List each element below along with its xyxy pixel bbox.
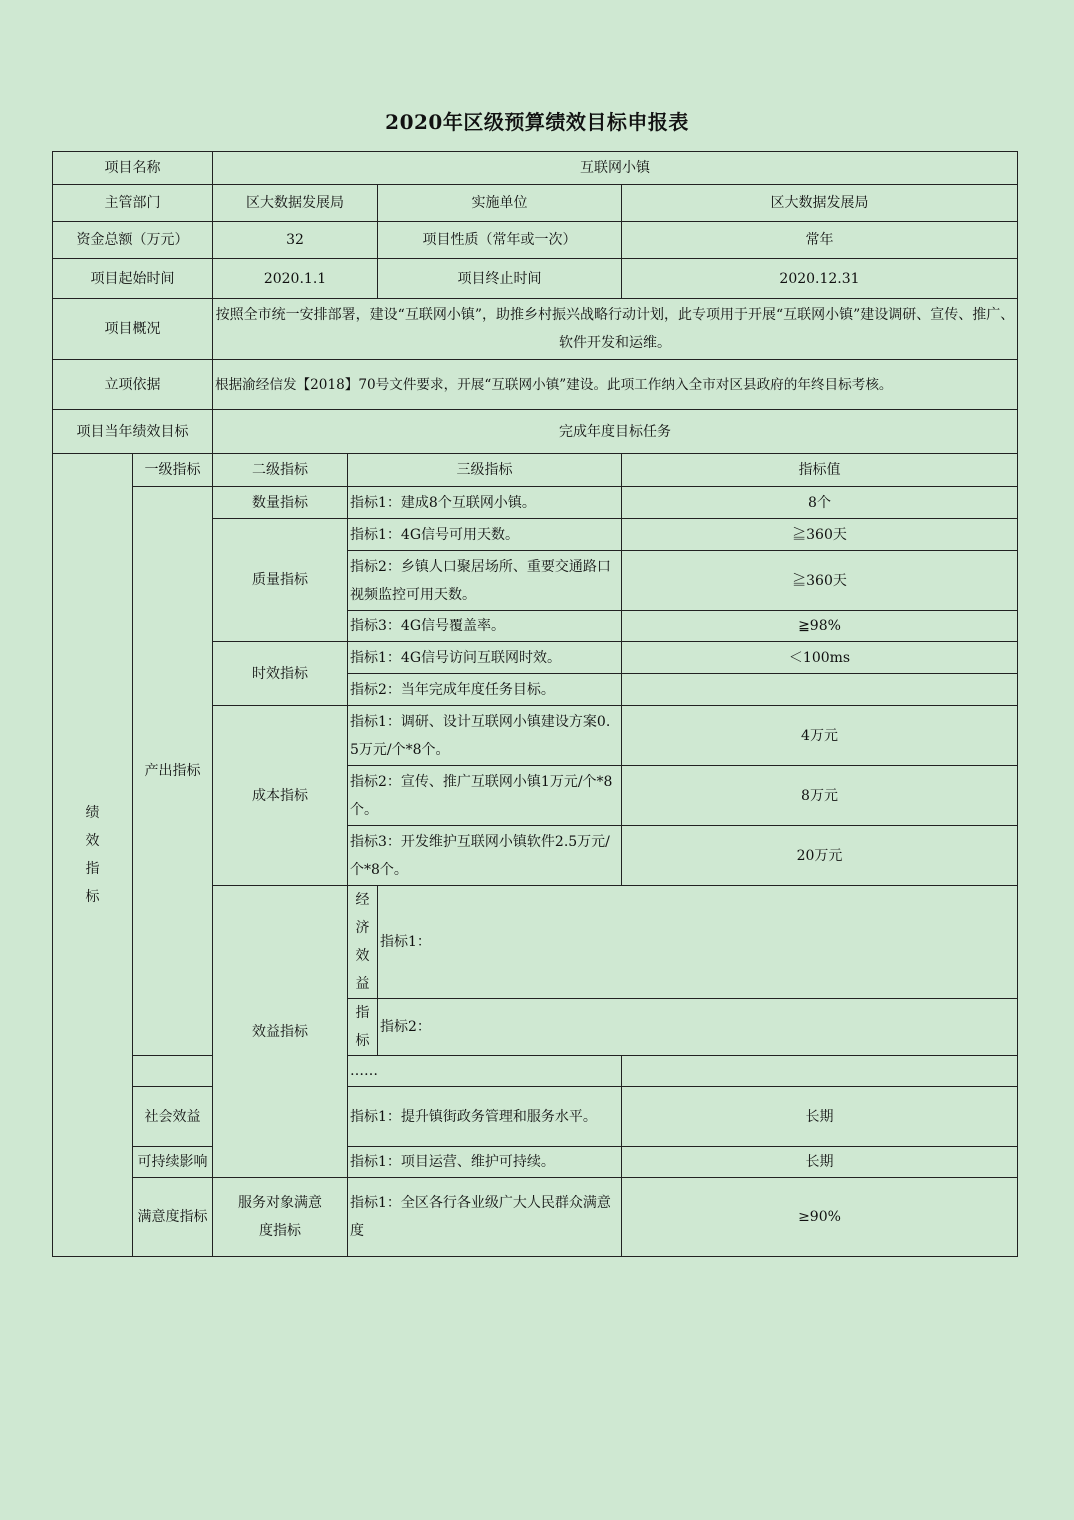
performance-indicator-section	[53, 454, 133, 1257]
overview-value: 按照全市统一安排部署，建设“互联网小镇”，助推乡村振兴战略行动计划，此专项用于开展“互联网小镇”建设调研、宣传、推广、软件开发和运维。	[213, 299, 1018, 360]
cost-indicator-2: 指标2：宣传、推广互联网小镇1万元/个*8个。	[348, 766, 622, 826]
social-indicator-1-value: 长期	[622, 1087, 1018, 1147]
basis-value: 根据渝经信发【2018】70号文件要求，开展“互联网小镇”建设。此项工作纳入全市对区县政府的年终目标考核。	[213, 360, 1018, 410]
benefit-indicator-label: 效益指标	[213, 886, 348, 1178]
header-value: 指标值	[622, 454, 1018, 487]
budget-performance-table	[52, 151, 1018, 1257]
cost-label: 成本指标	[213, 706, 348, 886]
sustainability-indicator-1-value: 长期	[622, 1147, 1018, 1178]
fund-label: 资金总额（万元）	[53, 222, 213, 259]
timeliness-indicator-2: 指标2：当年完成年度任务目标。	[348, 674, 622, 706]
economic-indicator-more: ……	[348, 1056, 622, 1087]
nature-label: 项目性质（常年或一次）	[378, 222, 622, 259]
header-level1: 一级指标	[133, 454, 213, 487]
project-name-label: 项目名称	[53, 152, 213, 185]
economic-indicator-1: 指标1：	[378, 886, 1018, 999]
economic-indicator-2: 指标2：	[378, 999, 1018, 1056]
sustainability-label: 可持续影响	[133, 1147, 213, 1178]
quantity-indicator-1: 指标1：建成8个互联网小镇。	[348, 487, 622, 519]
fund-value: 32	[213, 222, 378, 259]
social-benefit-label: 社会效益	[133, 1087, 213, 1147]
sustainability-indicator-1: 指标1：项目运营、维护可持续。	[348, 1147, 622, 1178]
end-time-value: 2020.12.31	[622, 259, 1018, 299]
quality-label: 质量指标	[213, 519, 348, 642]
economic-sub-label: 指标	[348, 999, 378, 1056]
dept-value: 区大数据发展局	[213, 185, 378, 222]
project-name-value: 互联网小镇	[213, 152, 1018, 185]
quantity-label: 数量指标	[213, 487, 348, 519]
economic-benefit-label: 经济效益	[348, 886, 378, 999]
quality-indicator-1: 指标1：4G信号可用天数。	[348, 519, 622, 551]
service-indicator-1: 指标1：全区各行各业级广大人民群众满意度	[348, 1178, 622, 1257]
cost-indicator-1-value: 4万元	[622, 706, 1018, 766]
basis-label: 立项依据	[53, 360, 213, 410]
header-level3: 三级指标	[348, 454, 622, 487]
satisfaction-indicator-label: 满意度指标	[133, 1178, 213, 1257]
timeliness-indicator-1: 指标1：4G信号访问互联网时效。	[348, 642, 622, 674]
end-time-label: 项目终止时间	[378, 259, 622, 299]
service-indicator-1-value: ≥90%	[622, 1178, 1018, 1257]
dept-label: 主管部门	[53, 185, 213, 222]
start-time-label: 项目起始时间	[53, 259, 213, 299]
quality-indicator-3-value: ≧98%	[622, 611, 1018, 642]
cost-indicator-3-value: 20万元	[622, 826, 1018, 886]
economic-empty-cell	[133, 1056, 213, 1087]
quality-indicator-2-value: ≧360天	[622, 551, 1018, 611]
social-indicator-1: 指标1：提升镇街政务管理和服务水平。	[348, 1087, 622, 1147]
annual-goal-label: 项目当年绩效目标	[53, 410, 213, 454]
service-satisfaction-label: 服务对象满意度指标	[213, 1178, 348, 1257]
start-time-value: 2020.1.1	[213, 259, 378, 299]
quantity-indicator-1-value: 8个	[622, 487, 1018, 519]
impl-unit-value: 区大数据发展局	[622, 185, 1018, 222]
timeliness-label: 时效指标	[213, 642, 348, 706]
cost-indicator-1: 指标1：调研、设计互联网小镇建设方案0.5万元/个*8个。	[348, 706, 622, 766]
quality-indicator-3: 指标3：4G信号覆盖率。	[348, 611, 622, 642]
overview-label: 项目概况	[53, 299, 213, 360]
cost-indicator-2-value: 8万元	[622, 766, 1018, 826]
page-title: 2020年区级预算绩效目标申报表	[385, 110, 689, 134]
economic-more-value	[622, 1056, 1018, 1087]
impl-unit-label: 实施单位	[378, 185, 622, 222]
cost-indicator-3: 指标3：开发维护互联网小镇软件2.5万元/个*8个。	[348, 826, 622, 886]
quality-indicator-2: 指标2：乡镇人口聚居场所、重要交通路口视频监控可用天数。	[348, 551, 622, 611]
nature-value: 常年	[622, 222, 1018, 259]
section-label: 绩效指标	[85, 805, 100, 905]
timeliness-indicator-1-value: ＜100ms	[622, 642, 1018, 674]
timeliness-indicator-2-value	[622, 674, 1018, 706]
header-level2: 二级指标	[213, 454, 348, 487]
annual-goal-value: 完成年度目标任务	[213, 410, 1018, 454]
output-indicator-label: 产出指标	[133, 487, 213, 1056]
quality-indicator-1-value: ≧360天	[622, 519, 1018, 551]
